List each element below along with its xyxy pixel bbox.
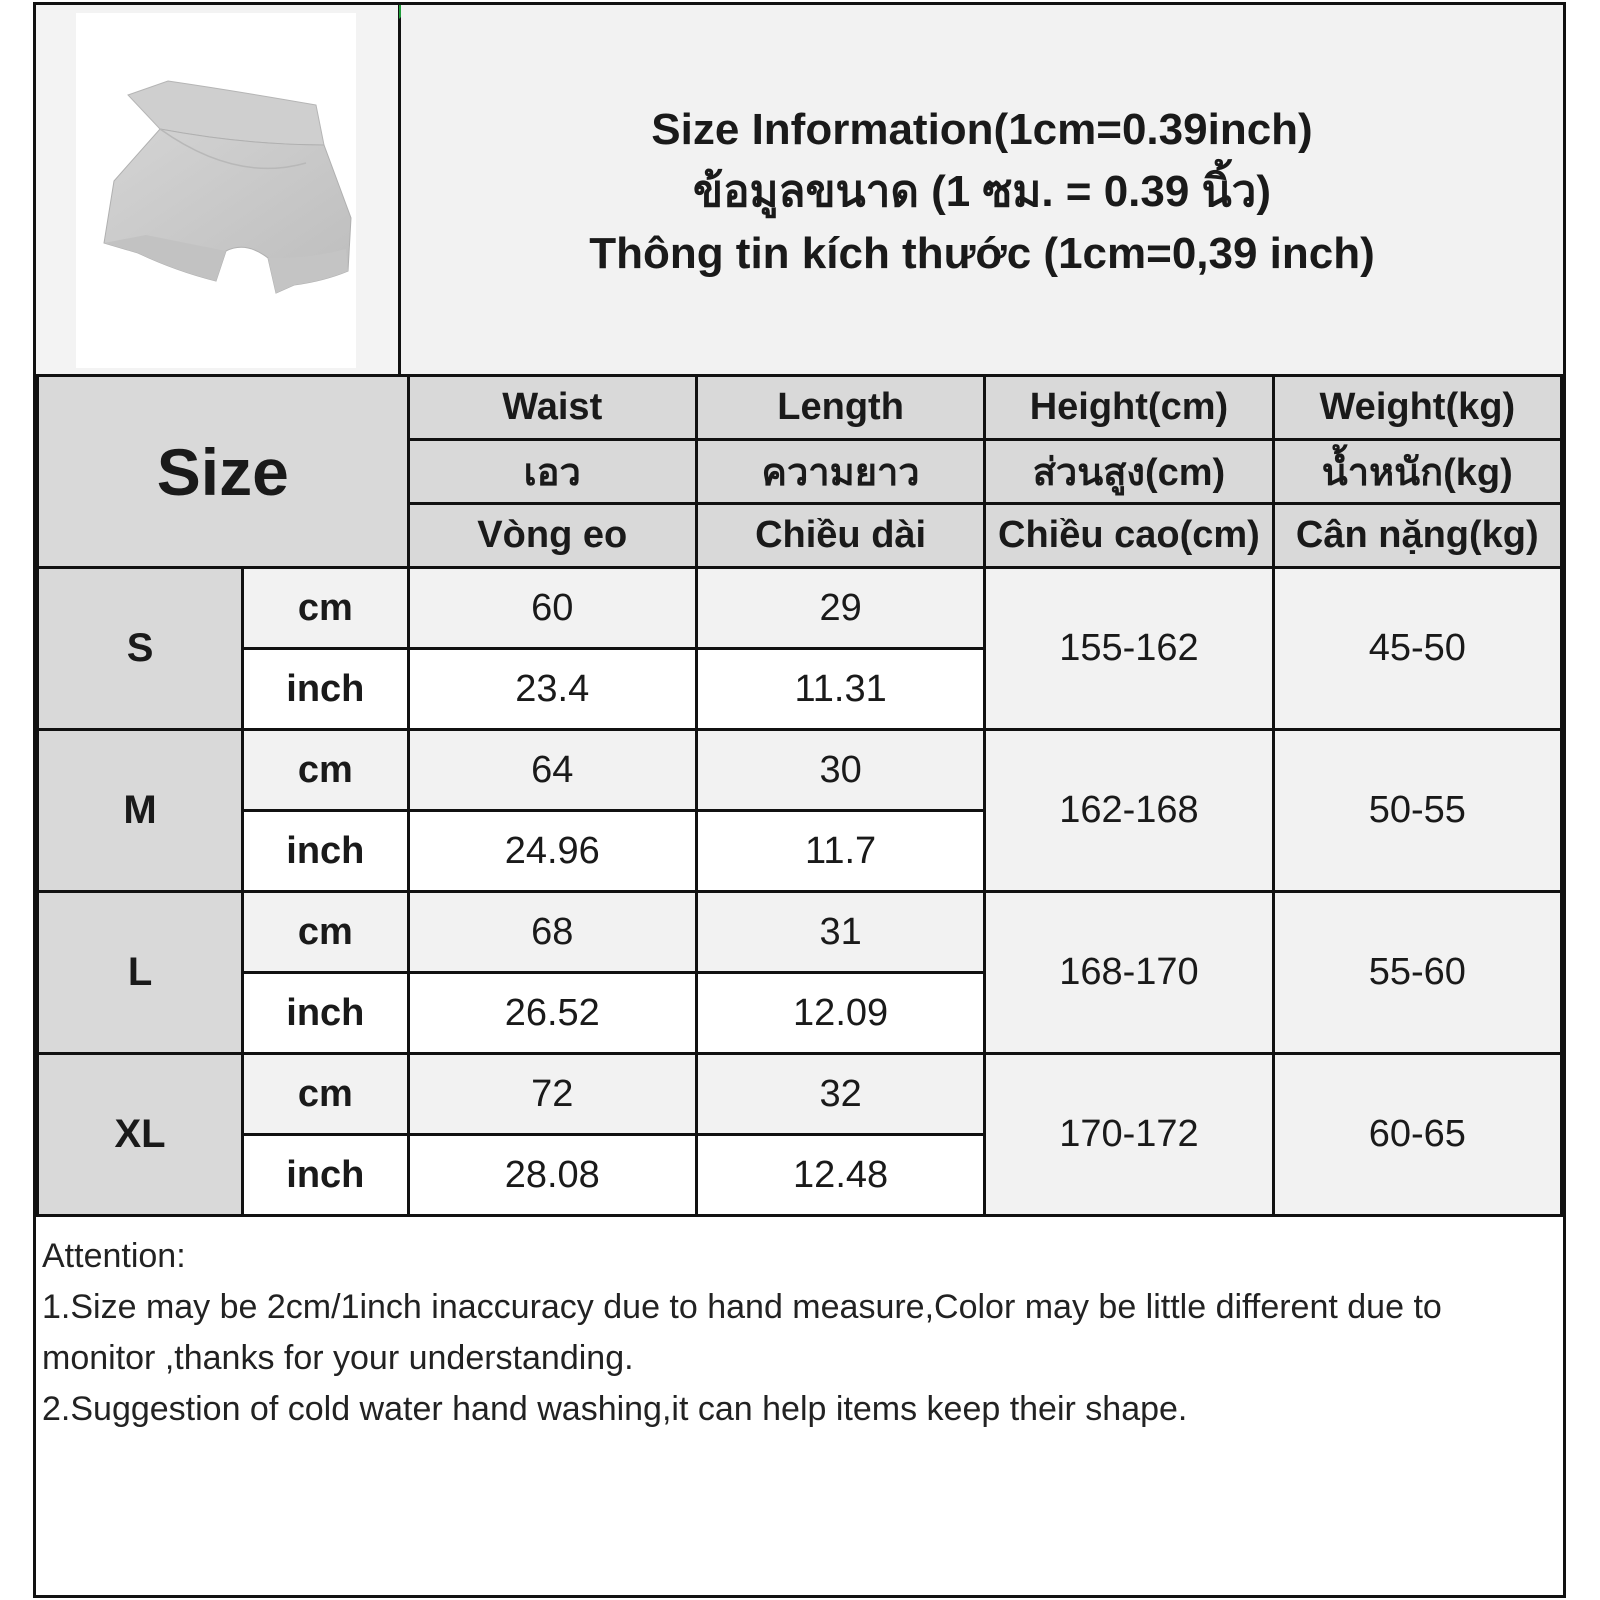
product-photo (76, 13, 356, 368)
waist-cm-value: 72 (408, 1054, 696, 1135)
unit-cm: cm (243, 730, 409, 811)
unit-inch: inch (243, 973, 409, 1054)
attention-notes (42, 1231, 1542, 1435)
table-row (38, 568, 1562, 649)
waist-cm-value: 64 (408, 730, 696, 811)
height-range: 168-170 (985, 892, 1273, 1054)
weight-range: 50-55 (1273, 730, 1561, 892)
waist-inch-value: 28.08 (408, 1135, 696, 1216)
length-cm-value: 31 (696, 892, 984, 973)
waist-cm-value: 68 (408, 892, 696, 973)
table-row (38, 730, 1562, 811)
size-label-m: M (38, 730, 243, 892)
col-header-height-th: ส่วนสูง(cm) (985, 440, 1273, 504)
table-row (38, 1054, 1562, 1135)
waist-inch-value: 26.52 (408, 973, 696, 1054)
size-label-xl: XL (38, 1054, 243, 1216)
col-header-waist-en: Waist (408, 376, 696, 440)
unit-inch: inch (243, 1135, 409, 1216)
shorts-image (76, 13, 356, 368)
header-section (36, 5, 1563, 377)
waist-cm-value: 60 (408, 568, 696, 649)
col-header-weight-vi: Cân nặng(kg) (1273, 504, 1561, 568)
size-header: Size (38, 376, 409, 568)
col-header-waist-th: เอว (408, 440, 696, 504)
col-header-weight-th: น้ำหนัก(kg) (1273, 440, 1561, 504)
unit-cm: cm (243, 568, 409, 649)
unit-cm: cm (243, 1054, 409, 1135)
height-range: 162-168 (985, 730, 1273, 892)
note-item-1: 1.Size may be 2cm/1inch inaccuracy due to hand measure,Color may be little different due to monitor ,thanks for your understanding. (42, 1288, 1442, 1377)
unit-cm: cm (243, 892, 409, 973)
weight-range: 60-65 (1273, 1054, 1561, 1216)
waist-inch-value: 23.4 (408, 649, 696, 730)
notes-heading: Attention: (42, 1237, 186, 1275)
unit-inch: inch (243, 811, 409, 892)
col-header-height-en: Height(cm) (985, 376, 1273, 440)
col-header-length-vi: Chiều dài (696, 504, 984, 568)
col-header-length-en: Length (696, 376, 984, 440)
length-inch-value: 12.48 (696, 1135, 984, 1216)
col-header-weight-en: Weight(kg) (1273, 376, 1561, 440)
length-inch-value: 11.31 (696, 649, 984, 730)
weight-range: 55-60 (1273, 892, 1561, 1054)
weight-range: 45-50 (1273, 568, 1561, 730)
size-label-l: L (38, 892, 243, 1054)
length-cm-value: 32 (696, 1054, 984, 1135)
length-inch-value: 12.09 (696, 973, 984, 1054)
size-chart (33, 2, 1566, 1598)
length-cm-value: 30 (696, 730, 984, 811)
title-block (401, 5, 1563, 374)
product-photo-cell (36, 5, 401, 374)
length-cm-value: 29 (696, 568, 984, 649)
col-header-height-vi: Chiều cao(cm) (985, 504, 1273, 568)
length-inch-value: 11.7 (696, 811, 984, 892)
waist-inch-value: 24.96 (408, 811, 696, 892)
col-header-length-th: ความยาว (696, 440, 984, 504)
height-range: 155-162 (985, 568, 1273, 730)
col-header-waist-vi: Vòng eo (408, 504, 696, 568)
size-label-s: S (38, 568, 243, 730)
unit-inch: inch (243, 649, 409, 730)
height-range: 170-172 (985, 1054, 1273, 1216)
note-item-2: 2.Suggestion of cold water hand washing,it can help items keep their shape. (42, 1390, 1188, 1428)
size-table (36, 374, 1563, 1217)
table-row (38, 892, 1562, 973)
title-vietnamese: Thông tin kích thước (1cm=0,39 inch) (589, 228, 1375, 278)
title-thai: ข้อมูลขนาด (1 ซม. = 0.39 นิ้ว) (692, 166, 1271, 216)
title-english: Size Information(1cm=0.39inch) (651, 104, 1313, 154)
